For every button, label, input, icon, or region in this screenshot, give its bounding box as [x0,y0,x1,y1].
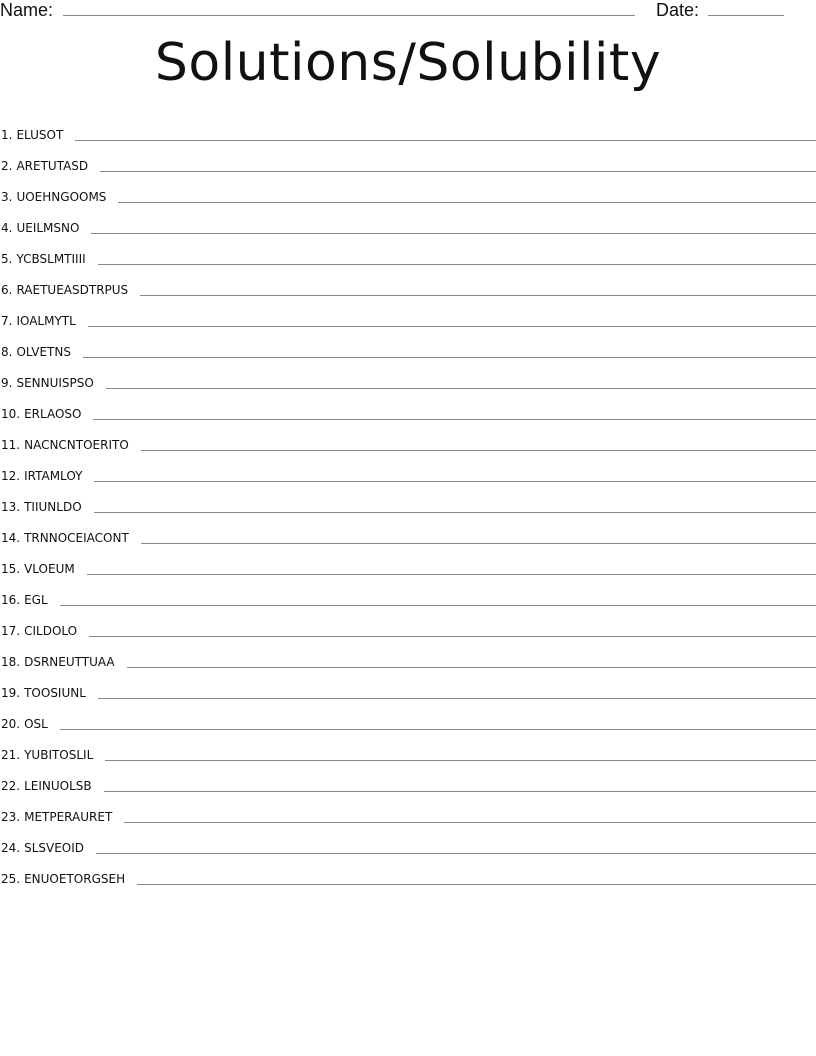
scrambled-word: EGL [24,593,48,607]
answer-line[interactable] [137,884,816,885]
scrambled-word: SENNUISPSO [16,376,94,390]
item-number: 18. [1,655,21,669]
scrambled-word: VLOEUM [24,562,75,576]
list-item [0,515,816,546]
list-item [0,143,816,174]
scrambled-word: DSRNEUTTUAA [24,655,115,669]
scrambled-entry [0,716,48,732]
answer-line[interactable] [124,822,816,823]
answer-line[interactable] [89,636,816,637]
list-item [0,236,816,267]
answer-line[interactable] [83,357,816,358]
item-number: 11. [1,438,21,452]
item-number: 25. [1,872,21,886]
scrambled-entry [0,871,125,887]
answer-line[interactable] [75,140,816,141]
date-field[interactable] [708,15,784,16]
item-number: 13. [1,500,21,514]
answer-line[interactable] [104,791,816,792]
scrambled-entry [0,313,76,329]
item-number: 4. [1,221,13,235]
list-item [0,825,816,856]
answer-line[interactable] [98,698,816,699]
item-number: 1. [1,128,13,142]
list-item [0,763,816,794]
item-number: 16. [1,593,21,607]
item-number: 5. [1,252,13,266]
scrambled-word: NACNCNTOERITO [24,438,129,452]
list-item [0,267,816,298]
name-label: Name: [0,0,54,20]
scrambled-entry [0,468,82,484]
scrambled-entry [0,406,81,422]
scrambled-entry [0,809,112,825]
scrambled-entry [0,685,86,701]
scrambled-entry [0,778,92,794]
answer-line[interactable] [93,419,816,420]
list-item [0,391,816,422]
scrambled-word: TOOSIUNL [24,686,86,700]
answer-line[interactable] [94,481,816,482]
answer-line[interactable] [60,605,816,606]
item-number: 17. [1,624,21,638]
list-item [0,329,816,360]
item-number: 14. [1,531,21,545]
list-item [0,484,816,515]
scrambled-word: OSL [24,717,48,731]
list-item [0,298,816,329]
list-item [0,422,816,453]
list-item [0,794,816,825]
date-label: Date: [656,0,700,20]
list-item [0,856,816,887]
scrambled-word: TRNNOCEIACONT [24,531,129,545]
scrambled-word: ERLAOSO [24,407,82,421]
scrambled-word: METPERAURET [24,810,113,824]
scrambled-entry [0,530,129,546]
scrambled-entry [0,561,75,577]
scrambled-entry [0,592,48,608]
answer-line[interactable] [141,543,816,544]
scrambled-word: IRTAMLOY [24,469,83,483]
list-item [0,453,816,484]
item-number: 19. [1,686,21,700]
name-field[interactable] [63,15,635,16]
answer-line[interactable] [87,574,816,575]
list-item [0,577,816,608]
list-item [0,112,816,143]
scrambled-word: OLVETNS [16,345,71,359]
item-number: 21. [1,748,21,762]
item-number: 10. [1,407,21,421]
item-number: 15. [1,562,21,576]
answer-line[interactable] [88,326,816,327]
answer-line[interactable] [141,450,816,451]
list-item [0,608,816,639]
list-item [0,546,816,577]
scrambled-word: ENUOETORGSEH [24,872,126,886]
scrambled-entry [0,747,93,763]
scrambled-entry [0,623,77,639]
scrambled-entry [0,251,86,267]
list-item [0,639,816,670]
scrambled-word: IOALMYTL [16,314,76,328]
scrambled-entry [0,437,129,453]
list-item [0,701,816,732]
item-number: 7. [1,314,13,328]
scramble-list [0,112,816,887]
scrambled-word: RAETUEASDTRPUS [16,283,129,297]
scrambled-word: ARETUTASD [16,159,89,173]
list-item [0,670,816,701]
answer-line[interactable] [100,171,816,172]
scrambled-entry [0,282,128,298]
scrambled-entry [0,158,88,174]
scrambled-word: TIIUNLDO [24,500,82,514]
scrambled-entry [0,840,84,856]
item-number: 6. [1,283,13,297]
scrambled-word: YUBITOSLIL [24,748,94,762]
answer-line[interactable] [60,729,816,730]
item-number: 24. [1,841,21,855]
scrambled-entry [0,499,82,515]
list-item [0,732,816,763]
scrambled-entry [0,220,79,236]
list-item [0,174,816,205]
item-number: 3. [1,190,13,204]
item-number: 23. [1,810,21,824]
scrambled-entry [0,189,106,205]
page-title: Solutions/Solubility [154,33,662,93]
item-number: 12. [1,469,21,483]
answer-line[interactable] [118,202,816,203]
answer-line[interactable] [106,388,816,389]
list-item [0,205,816,236]
item-number: 20. [1,717,21,731]
scrambled-entry [0,375,94,391]
item-number: 8. [1,345,13,359]
answer-line[interactable] [91,233,816,234]
answer-line[interactable] [96,853,816,854]
item-number: 2. [1,159,13,173]
scrambled-entry [0,654,115,670]
answer-line[interactable] [98,264,816,265]
scrambled-word: LEINUOLSB [24,779,92,793]
worksheet-header [0,0,816,22]
scrambled-word: SLSVEOID [24,841,85,855]
answer-line[interactable] [140,295,816,296]
scrambled-word: CILDOLO [24,624,78,638]
scrambled-entry [0,127,63,143]
scrambled-word: UEILMSNO [16,221,80,235]
scrambled-entry [0,344,71,360]
scrambled-word: YCBSLMTIIII [16,252,86,266]
answer-line[interactable] [105,760,816,761]
item-number: 22. [1,779,21,793]
list-item [0,360,816,391]
item-number: 9. [1,376,13,390]
answer-line[interactable] [127,667,816,668]
scrambled-word: UOEHNGOOMS [16,190,107,204]
scrambled-word: ELUSOT [16,128,64,142]
answer-line[interactable] [94,512,816,513]
